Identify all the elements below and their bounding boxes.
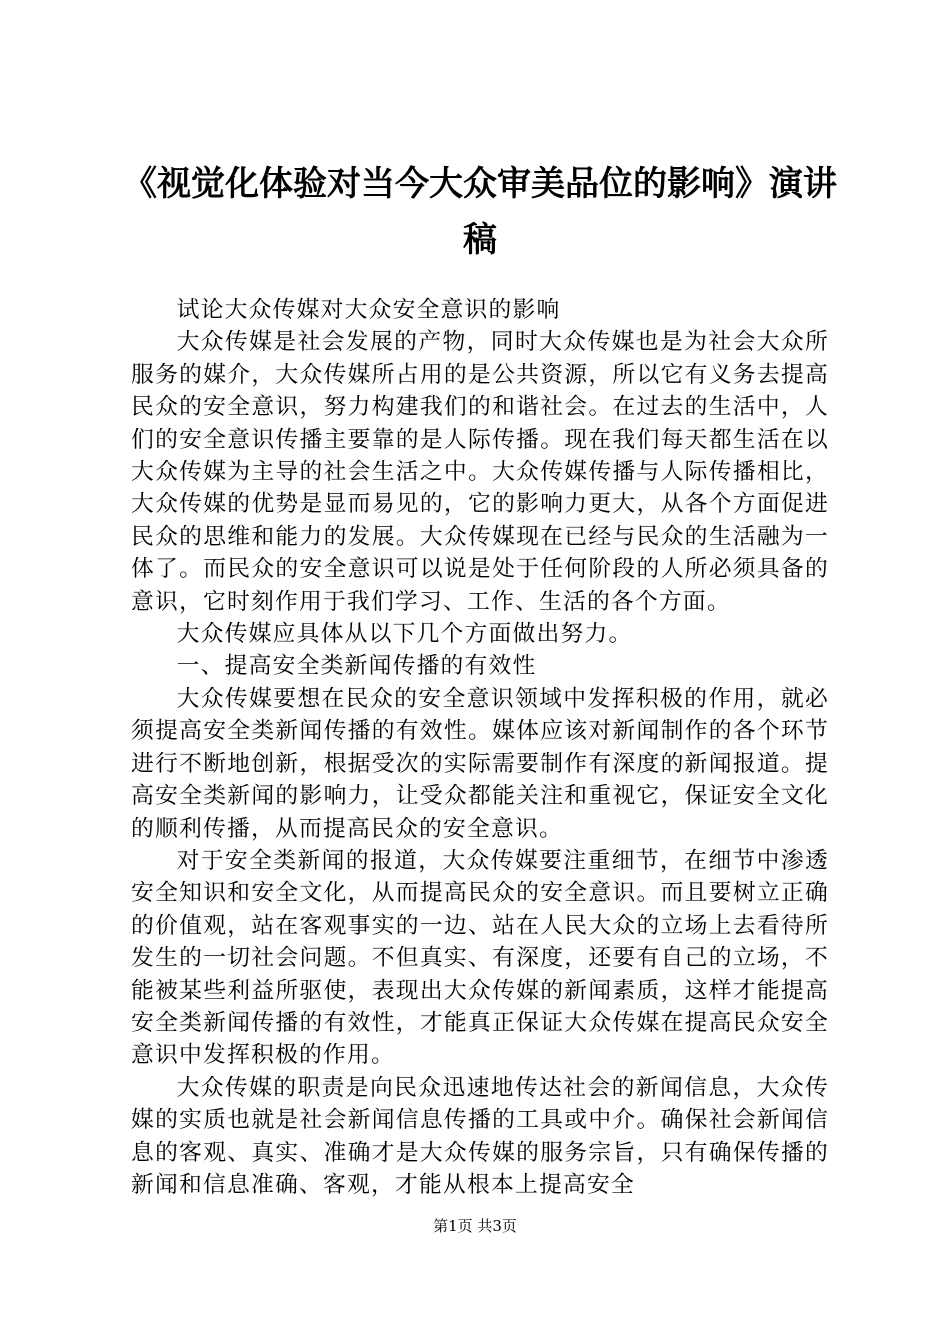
document-body	[131, 294, 829, 1201]
paragraph: 对于安全类新闻的报道，大众传媒要注重细节，在细节中渗透安全知识和安全文化，从而提高民众的安全意识。而且要树立正确的价值观，站在客观事实的一边、站在人民大众的立场上去看待所发生的一切社会问题。不但真实、有深度，还要有自己的立场，不能被某些利益所驱使，表现出大众传媒的新闻素质，这样才能提高安全类新闻传播的有效性，才能真正保证大众传媒在提高民众安全意识中发挥积极的作用。	[131, 847, 829, 1069]
paragraph-subtitle: 试论大众传媒对大众安全意识的影响	[176, 297, 561, 323]
section-heading: 一、提高安全类新闻传播的有效性	[176, 653, 537, 680]
paragraph: 大众传媒应具体从以下几个方面做出努力。	[176, 621, 633, 648]
document-title: 《视觉化体验对当今大众审美品位的影响》演讲稿	[123, 164, 837, 260]
paragraph: 大众传媒要想在民众的安全意识领域中发挥积极的作用，就必须提高安全类新闻传播的有效性。媒体应该对新闻制作的各个环节进行不断地创新，根据受次的实际需要制作有深度的新闻报道。提高安全类新闻的影响力，让受众都能关注和重视它，保证安全文化的顺利传播，从而提高民众的安全意识。	[131, 685, 829, 842]
paragraph: 大众传媒是社会发展的产物，同时大众传媒也是为社会大众所服务的媒介，大众传媒所占用的是公共资源，所以它有义务去提高民众的安全意识，努力构建我们的和谐社会。在过去的生活中，人们的安全意识传播主要靠的是人际传播。现在我们每天都生活在以大众传媒为主导的社会生活之中。大众传媒传播与人际传播相比，大众传媒的优势是显而易见的，它的影响力更大，从各个方面促进民众的思维和能力的发展。大众传媒现在已经与民众的生活融为一体了。而民众的安全意识可以说是处于任何阶段的人所必须具备的意识，它时刻作用于我们学习、工作、生活的各个方面。	[131, 329, 829, 615]
page-number-footer: 第1页 共3页	[433, 1217, 517, 1235]
paragraph: 大众传媒的职责是向民众迅速地传达社会的新闻信息，大众传媒的实质也就是社会新闻信息传播的工具或中介。确保社会新闻信息的客观、真实、准确才是大众传媒的服务宗旨，只有确保传播的新闻和信息准确、客观，才能从根本上提高安全	[131, 1074, 829, 1198]
